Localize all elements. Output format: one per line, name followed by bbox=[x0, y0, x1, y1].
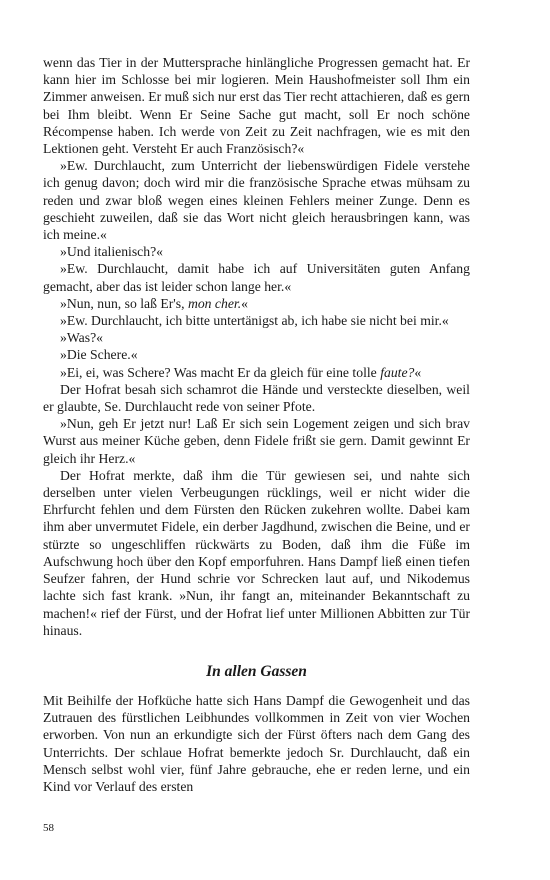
paragraph bbox=[43, 346, 470, 363]
book-page bbox=[43, 54, 470, 795]
text-run: »Und italienisch?« bbox=[60, 244, 164, 260]
text-run: »Ew. Durchlaucht, zum Unterricht der liebenswürdigen Fidele verstehe ich genug davon; doch wird mir die französische Sprache etwas mühsam zu reden und zwar bloß wegen eines kleinen Fehlers meiner Zunge. Denn es geschieht zuweilen, daß sie das Wort nicht gleich herausbringen kann, was ich meine.« bbox=[43, 158, 470, 243]
italic-phrase: mon cher. bbox=[187, 295, 242, 311]
paragraph bbox=[43, 381, 470, 415]
paragraph bbox=[43, 295, 470, 312]
text-run: Mit Beihilfe der Hofküche hatte sich Hans Dampf die Gewogenheit und das Zutrauen des fürstlichen Leibhundes vollkommen in Zeit von vier Wochen erworben. Von nun an erkundigte sich der Fürst öfters nach dem Gang des Unterrichts. Der schlaue Hofrat bemerkte jedoch Sr. Durchlaucht, daß ein Mensch selbst wohl vier, fünf Jahre gebrauche, ehe er reden lerne, und ein Kind vor Verlauf des ersten bbox=[43, 692, 470, 794]
text-run: Der Hofrat merkte, daß ihm die Tür gewiesen sei, und nahte sich derselben unter vielen Verbeugungen rücklings, weil er nicht wider die Ehrfurcht fehlen und dem Fürsten den Rücken zukehren wollte. Dabei kam ihm aber unvermutet Fidele, ein derber Jagdhund, zwischen die Beine, und er stürzte so ungeschliffen rückwärts zu Boden, daß ihm die Füße im Aufschwung hoch über den Kopf emporfuhren. Hans Dampf ließ einen tiefen Seufzer fahren, der Hund schrie vor Schrecken laut auf, und Nikodemus lachte sich fast krank. »Nun, ihr fangt an, miteinander Bekanntschaft zu machen!« rief der Fürst, und der Hofrat lief unter Millionen Abbitten zur Tür hinaus. bbox=[43, 467, 470, 638]
paragraph bbox=[43, 364, 470, 381]
paragraph bbox=[43, 243, 470, 260]
section-heading: In allen Gassen bbox=[206, 662, 307, 680]
paragraph bbox=[43, 260, 470, 294]
paragraph bbox=[43, 415, 470, 467]
paragraph bbox=[43, 467, 470, 639]
text-run: Der Hofrat besah sich schamrot die Hände und versteckte dieselben, weil er glaubte, Se. Durchlaucht rede von seiner Pfote. bbox=[43, 381, 470, 415]
page-number: 58 bbox=[43, 822, 54, 834]
text-run: »Nun, geh Er jetzt nur! Laß Er sich sein Logement zeigen und sich brav Wurst aus meiner Küche geben, denn Fidele frißt sie gern. Damit gewinnt Er gleich ihr Herz.« bbox=[43, 416, 470, 466]
paragraph bbox=[43, 692, 470, 795]
text-run: »Nun, nun, so laß Er's, bbox=[60, 295, 188, 311]
text-run: « bbox=[414, 364, 422, 380]
paragraph bbox=[43, 157, 470, 243]
text-run: « bbox=[241, 295, 248, 311]
paragraph bbox=[43, 329, 470, 346]
paragraph bbox=[43, 312, 470, 329]
paragraph bbox=[43, 54, 470, 157]
italic-phrase: faute? bbox=[380, 364, 415, 380]
text-run: »Ew. Durchlaucht, damit habe ich auf Universitäten guten Anfang gemacht, aber das ist leider schon lange her.« bbox=[43, 261, 470, 294]
text-run: »Ew. Durchlaucht, ich bitte untertänigst ab, ich habe sie nicht bei mir.« bbox=[60, 313, 449, 329]
text-run: »Die Schere.« bbox=[60, 347, 138, 363]
text-run: wenn das Tier in der Muttersprache hinlängliche Progressen gemacht hat. Er kann hier im Schlosse bei mir logieren. Mein Haushofmeister soll Ihm ein Zimmer anweisen. Er muß sich nur erst das Tier recht attachieren, daß es gern bei Ihm bleibt. Wenn Er Seine Sache gut macht, soll Er noch schöne Récompense haben. Ich werde von Zeit zu Zeit nachfragen, wie es mit den Lektionen geht. Versteht Er auch Französisch?« bbox=[43, 55, 470, 157]
text-run: »Was?« bbox=[60, 330, 103, 346]
body-text-after bbox=[43, 692, 470, 795]
body-text-before bbox=[43, 54, 470, 639]
text-run: »Ei, ei, was Schere? Was macht Er da gleich für eine tolle bbox=[60, 364, 381, 380]
